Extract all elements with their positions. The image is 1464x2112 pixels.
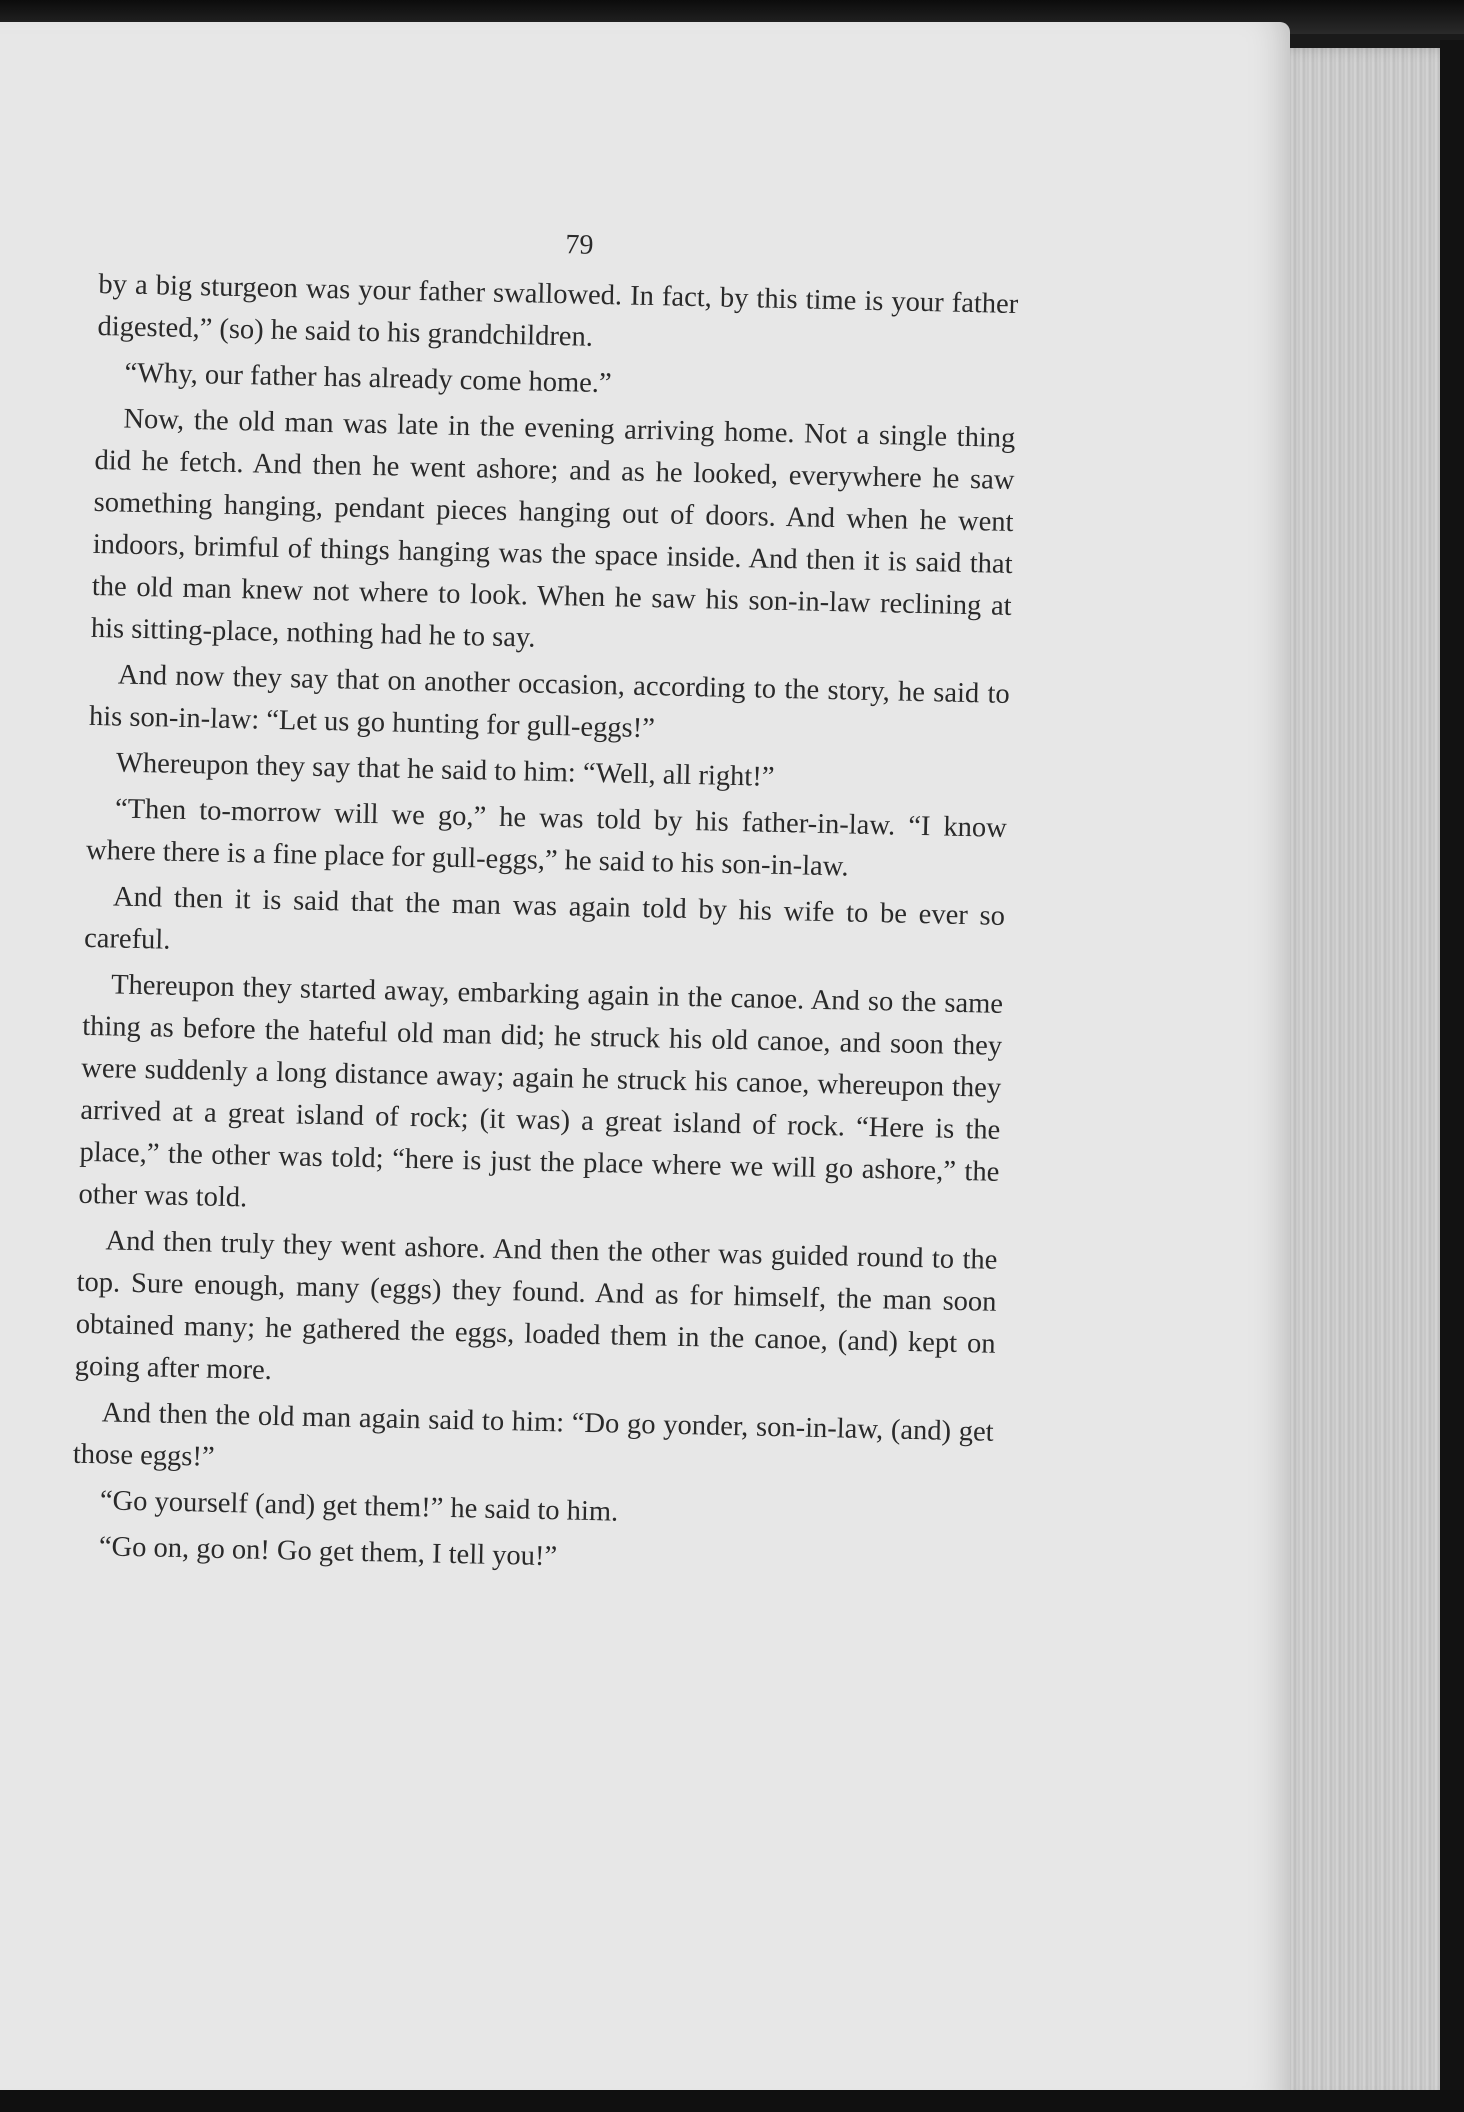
bottom-shadow [0, 2090, 1464, 2112]
book-page-edges [1270, 48, 1458, 2100]
paragraph: And then the old man again said to him: “Do go yonder, son-in-law, (and) get those eggs!” [72, 1397, 994, 1473]
paragraph: “Go on, go on! Go get them, I tell you!” [98, 1531, 558, 1573]
paragraph: Whereupon they say that he said to him: “Well, all right!” [115, 747, 775, 793]
paragraph: “Why, our father has already come home.” [124, 357, 612, 400]
paragraph: Thereupon they started away, embarking again in the canoe. And so the same thing as before the hateful old man did; he struck his old canoe, and soon they were suddenly a long distance away; again he struck his canoe, whereupon they arrived at a great island of rock; (it was) a great island of rock. “Here is the place,” the other was told; “here is just the place where we will go ashore,” the other was told. [78, 969, 1004, 1214]
page-text-block [70, 214, 1019, 1592]
paragraphs-container [70, 264, 1018, 1588]
paragraph: And then truly they went ashore. And then the other was guided round to the top. Sure enough, many (eggs) they found. And as for himself, the man soon obtained many; he gathered the eggs, loaded them in the canoe, (and) kept on going after more. [74, 1225, 998, 1387]
page-number: 79 [565, 229, 594, 261]
paragraph: And now they say that on another occasion, according to the story, he said to his son-in-law: “Let us go hunting for gull-eggs!” [88, 659, 1011, 745]
right-shadow [1440, 40, 1464, 2112]
paragraph: “Go yourself (and) get them!” he said to him. [99, 1485, 619, 1528]
paragraph: by a big sturgeon was your father swallowed. In fact, by this time is your father digested,” (so) he said to his grandchildren. [97, 268, 1019, 353]
paragraph: And then it is said that the man was again told by his wife to be ever so careful. [83, 881, 1006, 956]
paragraph: “Then to-morrow will we go,” he was told by his father-in-law. “I know where there is a fine place for gull-eggs,” he said to his son-in-law. [85, 793, 1008, 883]
paragraph: Now, the old man was late in the evening arriving home. Not a single thing did he fetch. And then he went ashore; and as he looked, everywhere he saw something hanging, pendant pieces hanging out of doors. And when he went indoors, brimful of things hanging was the space inside. And then it is said that the old man knew not where to look. When he saw his son-in-law reclining at his sitting-place, nothing had he to say. [90, 403, 1016, 654]
